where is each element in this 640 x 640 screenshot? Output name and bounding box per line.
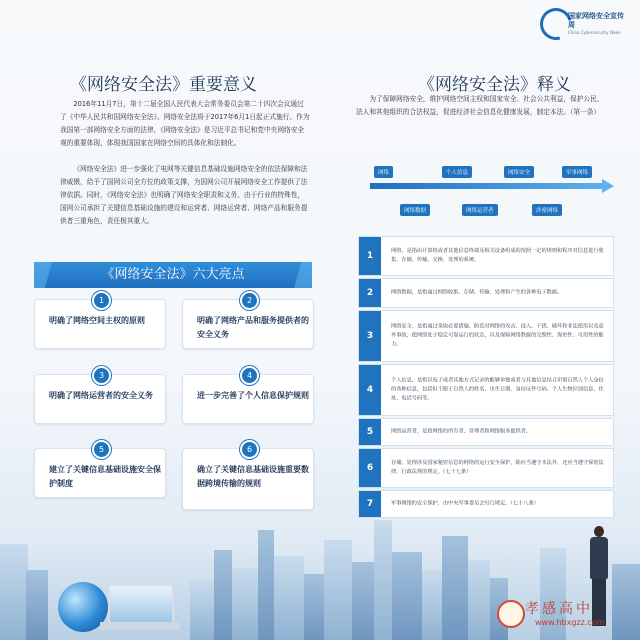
building bbox=[232, 568, 258, 640]
building bbox=[352, 562, 374, 640]
watermark-name: 孝感高中 bbox=[525, 601, 593, 617]
timeline-arrow-icon bbox=[602, 179, 614, 193]
highlight-card-1 bbox=[34, 296, 166, 349]
definition-row bbox=[358, 236, 614, 276]
definition-row bbox=[358, 418, 614, 446]
timeline-label-top: 网络 bbox=[374, 166, 393, 178]
highlight-text: 进一步完善了个人信息保护规则 bbox=[197, 391, 309, 400]
timeline-bar bbox=[370, 183, 606, 189]
left-section-title: 《网络安全法》重要意义 bbox=[70, 75, 257, 95]
definition-number: 5 bbox=[359, 419, 381, 445]
timeline-label-top: 网络安全 bbox=[504, 166, 534, 178]
timeline-label-top: 军事网络 bbox=[562, 166, 592, 178]
right-section-title: 《网络安全法》释义 bbox=[418, 75, 571, 95]
laptop-image bbox=[100, 584, 180, 634]
definition-row bbox=[358, 278, 614, 308]
definition-text: 存储、处理涉及国家秘密信息的网络的运行安全保护，除应当遵守本法外，还应当遵守保密法律、行政法规的规定。（七十七条） bbox=[391, 460, 604, 475]
definition-text: 军事网络的安全保护，由中央军事委员会另行规定。（七十八条） bbox=[391, 500, 539, 507]
person-head bbox=[594, 526, 604, 537]
definition-number: 4 bbox=[359, 365, 381, 415]
highlight-card-4 bbox=[182, 371, 314, 424]
highlight-text: 确立了关键信息基础设施重要数据跨境传输的规则 bbox=[197, 465, 309, 488]
building bbox=[0, 544, 28, 640]
building bbox=[304, 574, 324, 640]
highlight-text: 建立了关键信息基础设施安全保护制度 bbox=[49, 465, 161, 488]
left-paragraph-2: 《网络安全法》进一步强化了电网等关键信息基础设施网络安全的依法保障和法律威慑，给予了国网公司全方位的政策支撑，为国网公司开展网络安全工作提供了法律依据。同时，《网络安全法》也明确了网络安全职责和义务。由于行业的特殊性，国网公司承担了关键信息基础设施的建设和运营者、网络运营者、网络产品和服务提供者三重角色，责任极其重大。 bbox=[60, 165, 308, 225]
building bbox=[26, 570, 48, 640]
building bbox=[422, 570, 442, 640]
definition-text: 网络，是指由计算机或者其他信息终端及相关设备组成的按照一定的规则和程序对信息进行收集、存储、传输、交换、处理的系统。 bbox=[391, 248, 604, 263]
term-timeline bbox=[356, 160, 620, 220]
highlight-number: 1 bbox=[92, 291, 111, 310]
logo-subtitle: China Cybersecurity Week bbox=[568, 30, 621, 35]
highlight-number: 5 bbox=[92, 440, 111, 459]
definition-text: 个人信息，是指以电子或者其他方式记录的能够单独或者与其他信息结合识别自然人个人身份的各种信息，包括但不限于自然人的姓名、出生日期、身份证件号码、个人生物识别信息、住址、电话号码等。 bbox=[391, 377, 604, 402]
right-intro-paragraph: 为了保障网络安全，维护网络空间主权和国家安全、社会公共利益，保护公民、法人和其他组织的合法权益，促进经济社会信息化健康发展，制定本法。（第一条） bbox=[356, 95, 604, 116]
highlight-card-5 bbox=[34, 445, 166, 498]
definition-number: 1 bbox=[359, 237, 381, 275]
building bbox=[442, 536, 468, 640]
definition-row bbox=[358, 310, 614, 362]
person-body bbox=[590, 537, 608, 579]
definition-text: 网络运营者，是指网络的所有者、管理者和网络服务提供者。 bbox=[391, 428, 532, 435]
highlight-text: 明确了网络空间主权的原则 bbox=[49, 316, 145, 325]
watermark bbox=[497, 596, 635, 634]
timeline-label-top: 个人信息 bbox=[442, 166, 472, 178]
highlight-text: 明确了网络产品和服务提供者的安全义务 bbox=[197, 316, 309, 339]
building bbox=[258, 530, 274, 640]
definition-number: 3 bbox=[359, 311, 381, 361]
definition-text: 网络数据，是指通过网络收集、存储、传输、处理和产生的各种电子数据。 bbox=[391, 289, 563, 296]
highlight-card-2 bbox=[182, 296, 314, 349]
building bbox=[274, 556, 304, 640]
highlight-text: 明确了网络运营者的安全义务 bbox=[49, 391, 153, 400]
building bbox=[374, 520, 392, 640]
building bbox=[214, 550, 232, 640]
highlight-card-3 bbox=[34, 371, 166, 424]
definition-row bbox=[358, 364, 614, 416]
definition-number: 6 bbox=[359, 449, 381, 487]
building bbox=[324, 540, 352, 640]
highlights-banner: 《网络安全法》六大亮点 bbox=[34, 262, 312, 288]
definition-row bbox=[358, 448, 614, 488]
definition-number: 7 bbox=[359, 491, 381, 517]
building bbox=[468, 560, 490, 640]
timeline-label-bottom: 网络运营者 bbox=[462, 204, 498, 216]
definition-text: 网络安全，是指通过采取必要措施，防范对网络的攻击、侵入、干扰、破坏和非法使用以及意外事故，使网络处于稳定可靠运行的状态，以及保障网络数据的完整性、保密性、可用性的能力。 bbox=[391, 323, 604, 348]
definition-number: 2 bbox=[359, 279, 381, 307]
highlight-number: 4 bbox=[240, 366, 259, 385]
left-paragraph-1: 2016年11月7日，第十二届全国人民代表大会常务委员会第二十四次会议通过了《中华人民共和国网络安全法》。网络安全法将于2017年6月1日起正式施行。作为我国第一部网络安全方面的法律，《网络安全法》是习近平总书记和党中央网络安全观的重要体现，体现我国国家在网络空间的具体化和法制化。 bbox=[60, 100, 310, 147]
watermark-url: www.hbxgzz.com bbox=[535, 618, 605, 627]
building bbox=[190, 580, 214, 640]
laptop-screen bbox=[108, 584, 174, 626]
timeline-label-bottom: 网络数据 bbox=[400, 204, 430, 216]
highlight-number: 6 bbox=[240, 440, 259, 459]
logo-title: 国家网络安全宣传周 bbox=[568, 12, 624, 29]
highlight-number: 2 bbox=[240, 291, 259, 310]
cybersecurity-week-logo bbox=[540, 6, 626, 40]
building bbox=[392, 552, 422, 640]
school-seal-icon bbox=[497, 600, 525, 628]
highlight-number: 3 bbox=[92, 366, 111, 385]
laptop-base bbox=[100, 622, 180, 630]
timeline-label-bottom: 涉密网络 bbox=[532, 204, 562, 216]
